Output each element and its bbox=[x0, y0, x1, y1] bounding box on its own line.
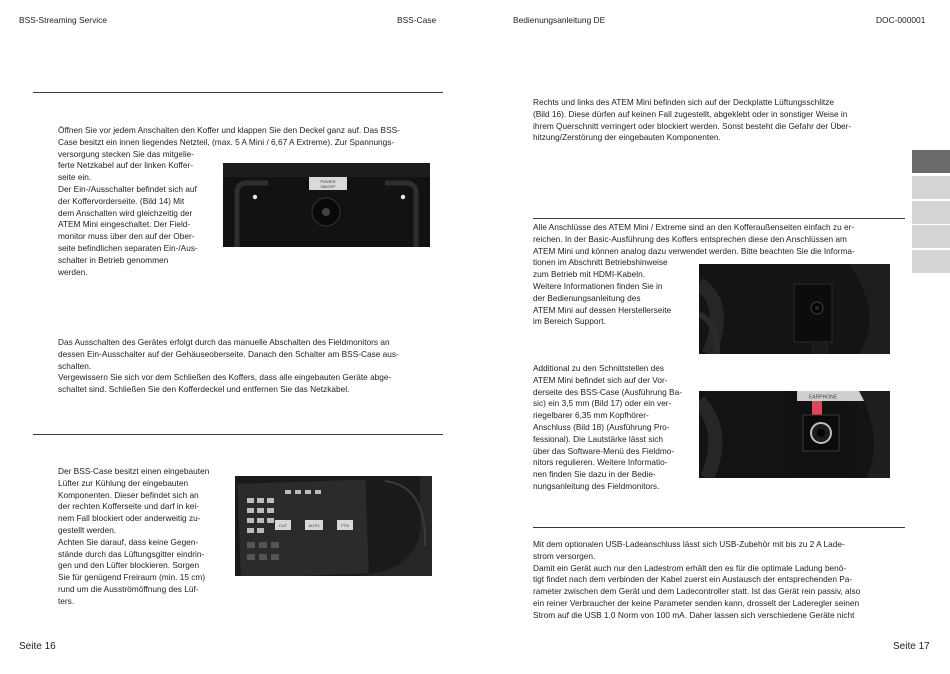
section-rule bbox=[533, 218, 905, 219]
text-line: Lüfter zur Kühlung der eingebauten bbox=[58, 477, 189, 488]
text-line: Rechts und links des ATEM Mini befinden sich auf der Deckplatte Lüftungsschlitze bbox=[533, 97, 834, 107]
text-line: dem Anschalten wird gleichzeitig der bbox=[58, 207, 193, 218]
earphone-label: EARPHONE bbox=[808, 394, 838, 401]
text-line: riegelbarer 6,35 mm Kopfhörer- bbox=[533, 410, 649, 421]
text-line: Strom auf die USB 1.0 Norm von 100 mA. Daher lassen sich verschiedene Geräte nicht bbox=[533, 609, 855, 620]
text-line: Das Ausschalten des Gerätes erfolgt durch das manuelle Abschalten des Fieldmonitors an bbox=[58, 337, 390, 347]
switch-label-line1: POWER bbox=[320, 179, 336, 184]
section-fan-text bbox=[58, 466, 209, 608]
chapter-tab[interactable] bbox=[912, 176, 950, 199]
text-line: Case besitzt ein innen liegendes Netzteil, (max. 5 A Mini / 6,67 A Extreme). Zur Spannungs- bbox=[58, 136, 395, 147]
text-line: schalten. bbox=[58, 360, 92, 371]
page-number-right: Seite 17 bbox=[893, 641, 930, 652]
text-line: fessional). Die Lautstärke lässt sich bbox=[533, 433, 664, 444]
chapter-tab[interactable] bbox=[912, 250, 950, 273]
text-line: zum Betrieb mit HDMI-Kabeln. bbox=[533, 269, 646, 280]
text-line: derseite des BSS-Case (Ausführung Ba- bbox=[533, 386, 682, 397]
text-line: dessen Ein-Ausschalter auf der Gehäuseoberseite. Danach den Schalter am BSS-Case aus- bbox=[58, 348, 399, 359]
earphone-illustration bbox=[699, 391, 890, 478]
text-line: ATEM Mini eingeschaltet. Der Field- bbox=[58, 219, 191, 230]
text-line: rameter zwischen dem Gerät und dem Ladecontroller statt. Ist das Gerät rein passiv, also bbox=[533, 586, 861, 597]
section-ventilation-text bbox=[533, 97, 851, 144]
text-line: Vergewissern Sie sich vor dem Schließen des Koffers, dass alle eingebauten Geräte abge- bbox=[58, 372, 392, 383]
text-line: Weitere Informationen finden Sie in bbox=[533, 280, 663, 291]
text-line: der rechten Kofferseite und darf in kei- bbox=[58, 501, 199, 512]
text-line: Damit ein Gerät auch nur den Ladestrom erhält den es für die optimale Ladung benö- bbox=[533, 562, 847, 573]
text-line: ihrem Querschnitt verringert oder blockiert werden. Sonst besteht die Gefahr der Über- bbox=[533, 120, 852, 131]
atem-button-ftb: FTB bbox=[341, 523, 349, 528]
text-line: ATEM Mini auf dessen Herstellerseite bbox=[533, 304, 672, 315]
chapter-tab[interactable] bbox=[912, 201, 950, 224]
text-line: der Bedienungsanleitung des bbox=[533, 292, 641, 303]
header-left-title: BSS-Streaming Service bbox=[19, 15, 107, 25]
text-line: über das Software-Menü des Fieldmo- bbox=[533, 445, 675, 456]
text-line: strom versorgen. bbox=[533, 550, 596, 561]
text-line: hitzung/Zerstörung der eingebauten Komponenten. bbox=[533, 132, 721, 143]
text-line: rund um die Ausströmöffnung des Lüf- bbox=[58, 583, 199, 594]
chapter-tab-active[interactable] bbox=[912, 150, 950, 173]
section-rule bbox=[533, 527, 905, 528]
text-line: nem Fall blockiert oder anderweitig zu- bbox=[58, 513, 201, 524]
chapter-tab[interactable] bbox=[912, 225, 950, 248]
text-line: Achten Sie darauf, dass keine Gegen- bbox=[58, 536, 199, 547]
case-front-illustration bbox=[223, 163, 430, 247]
text-line: Alle Anschlüsse des ATEM Mini / Extreme sind an den Kofferaußenseiten einfach zu er- bbox=[533, 222, 855, 232]
text-line: gestellt werden. bbox=[58, 524, 117, 535]
text-line: ein reiner Verbraucher der keine Parameter senden kann, drosselt der Laderegler seinen bbox=[533, 597, 860, 608]
text-line: nen finden Sie dazu in der Bedie- bbox=[533, 469, 656, 480]
text-line: gen und den Lüfter blockieren. Sorgen bbox=[58, 560, 200, 571]
text-line: Der BSS-Case besitzt einen eingebauten bbox=[58, 466, 210, 476]
text-line: sic) ein 3,5 mm (Bild 17) oder ein ver- bbox=[533, 398, 672, 409]
text-line: Mit dem optionalen USB-Ladeanschluss lässt sich USB-Zubehör mit bis zu 2 A Lade- bbox=[533, 539, 845, 549]
section-usb-text bbox=[533, 539, 860, 622]
text-line: Der Ein-/Ausschalter befindet sich auf bbox=[58, 183, 197, 194]
text-line: ters. bbox=[58, 595, 75, 606]
text-line: im Bereich Support. bbox=[533, 316, 606, 327]
header-right-title: Bedienungsanleitung DE bbox=[513, 15, 606, 25]
text-line: Öffnen Sie vor jedem Anschalten den Koffer und klappen Sie den Deckel ganz auf. Das BSS- bbox=[58, 125, 400, 135]
text-line: (Bild 16). Diese dürfen auf keinen Fall zugestellt, abgeklebt oder in sonstiger Weise in bbox=[533, 108, 848, 119]
text-line: schaltet sind. Schließen Sie den Kofferdeckel und entfernen Sie das Netzkabel. bbox=[58, 384, 350, 395]
atem-panel-illustration bbox=[235, 476, 432, 576]
text-line: Anschluss (Bild 18) (Ausführung Pro- bbox=[533, 421, 670, 432]
photo-earphone-jack bbox=[699, 391, 890, 478]
text-line: ATEM Mini und können analog dazu verwendet werden. Bitte beachten Sie die Informa- bbox=[533, 245, 855, 256]
text-line: monitor muss über den auf der Ober- bbox=[58, 231, 195, 242]
section-headphone-text bbox=[533, 363, 682, 493]
text-line: ATEM Mini befindet sich auf der Vor- bbox=[533, 374, 668, 385]
switch-label-line2: ON/OFF bbox=[320, 184, 336, 189]
text-line: reichen. In der Basic-Ausführung des Koffers entsprechen diese den Anschlüssen am bbox=[533, 233, 847, 244]
text-line: versorgung stecken Sie das mitgelie- bbox=[58, 148, 195, 159]
photo-atem-panel bbox=[235, 476, 432, 576]
text-line: ferte Netzkabel auf der linken Koffer- bbox=[58, 160, 193, 171]
text-line: stände durch das Lüftungsgitter eindrin- bbox=[58, 548, 205, 559]
header-left-product: BSS-Case bbox=[397, 15, 437, 25]
case-side-illustration bbox=[699, 264, 890, 354]
text-line: nungsanleitung des Fieldmonitors. bbox=[533, 480, 660, 491]
text-line: nitors regulieren. Weitere Informatio- bbox=[533, 457, 668, 468]
section-power-off-text bbox=[58, 337, 399, 396]
text-line: der Koffervorderseite. (Bild 14) Mit bbox=[58, 195, 185, 206]
text-line: Komponenten. Dieser befindet sich an bbox=[58, 489, 199, 500]
section-rule bbox=[33, 92, 443, 93]
page-number-left: Seite 16 bbox=[19, 641, 56, 652]
atem-button-cut: CUT bbox=[278, 523, 288, 528]
text-line: schalter in Betrieb genommen bbox=[58, 254, 169, 265]
text-line: werden. bbox=[58, 266, 88, 277]
text-line: Sie für genügend Freiraum (min. 15 cm) bbox=[58, 572, 206, 583]
atem-button-auto: AUTO bbox=[308, 523, 320, 528]
text-line: tigt findet nach dem verbinden der Kabel zuerst ein Austausch der entsprechenden Pa- bbox=[533, 574, 853, 585]
text-line: seite ein. bbox=[58, 172, 92, 183]
text-line: Additional zu den Schnittstellen des bbox=[533, 363, 664, 373]
photo-power-switch bbox=[223, 163, 430, 247]
photo-side-connector bbox=[699, 264, 890, 354]
text-line: seite befindlichen separaten Ein-/Aus- bbox=[58, 242, 198, 253]
header-right-doc-id: DOC-000001 bbox=[876, 15, 926, 25]
text-line: tionen im Abschnitt Betriebshinweise bbox=[533, 257, 668, 268]
section-rule bbox=[33, 434, 443, 435]
